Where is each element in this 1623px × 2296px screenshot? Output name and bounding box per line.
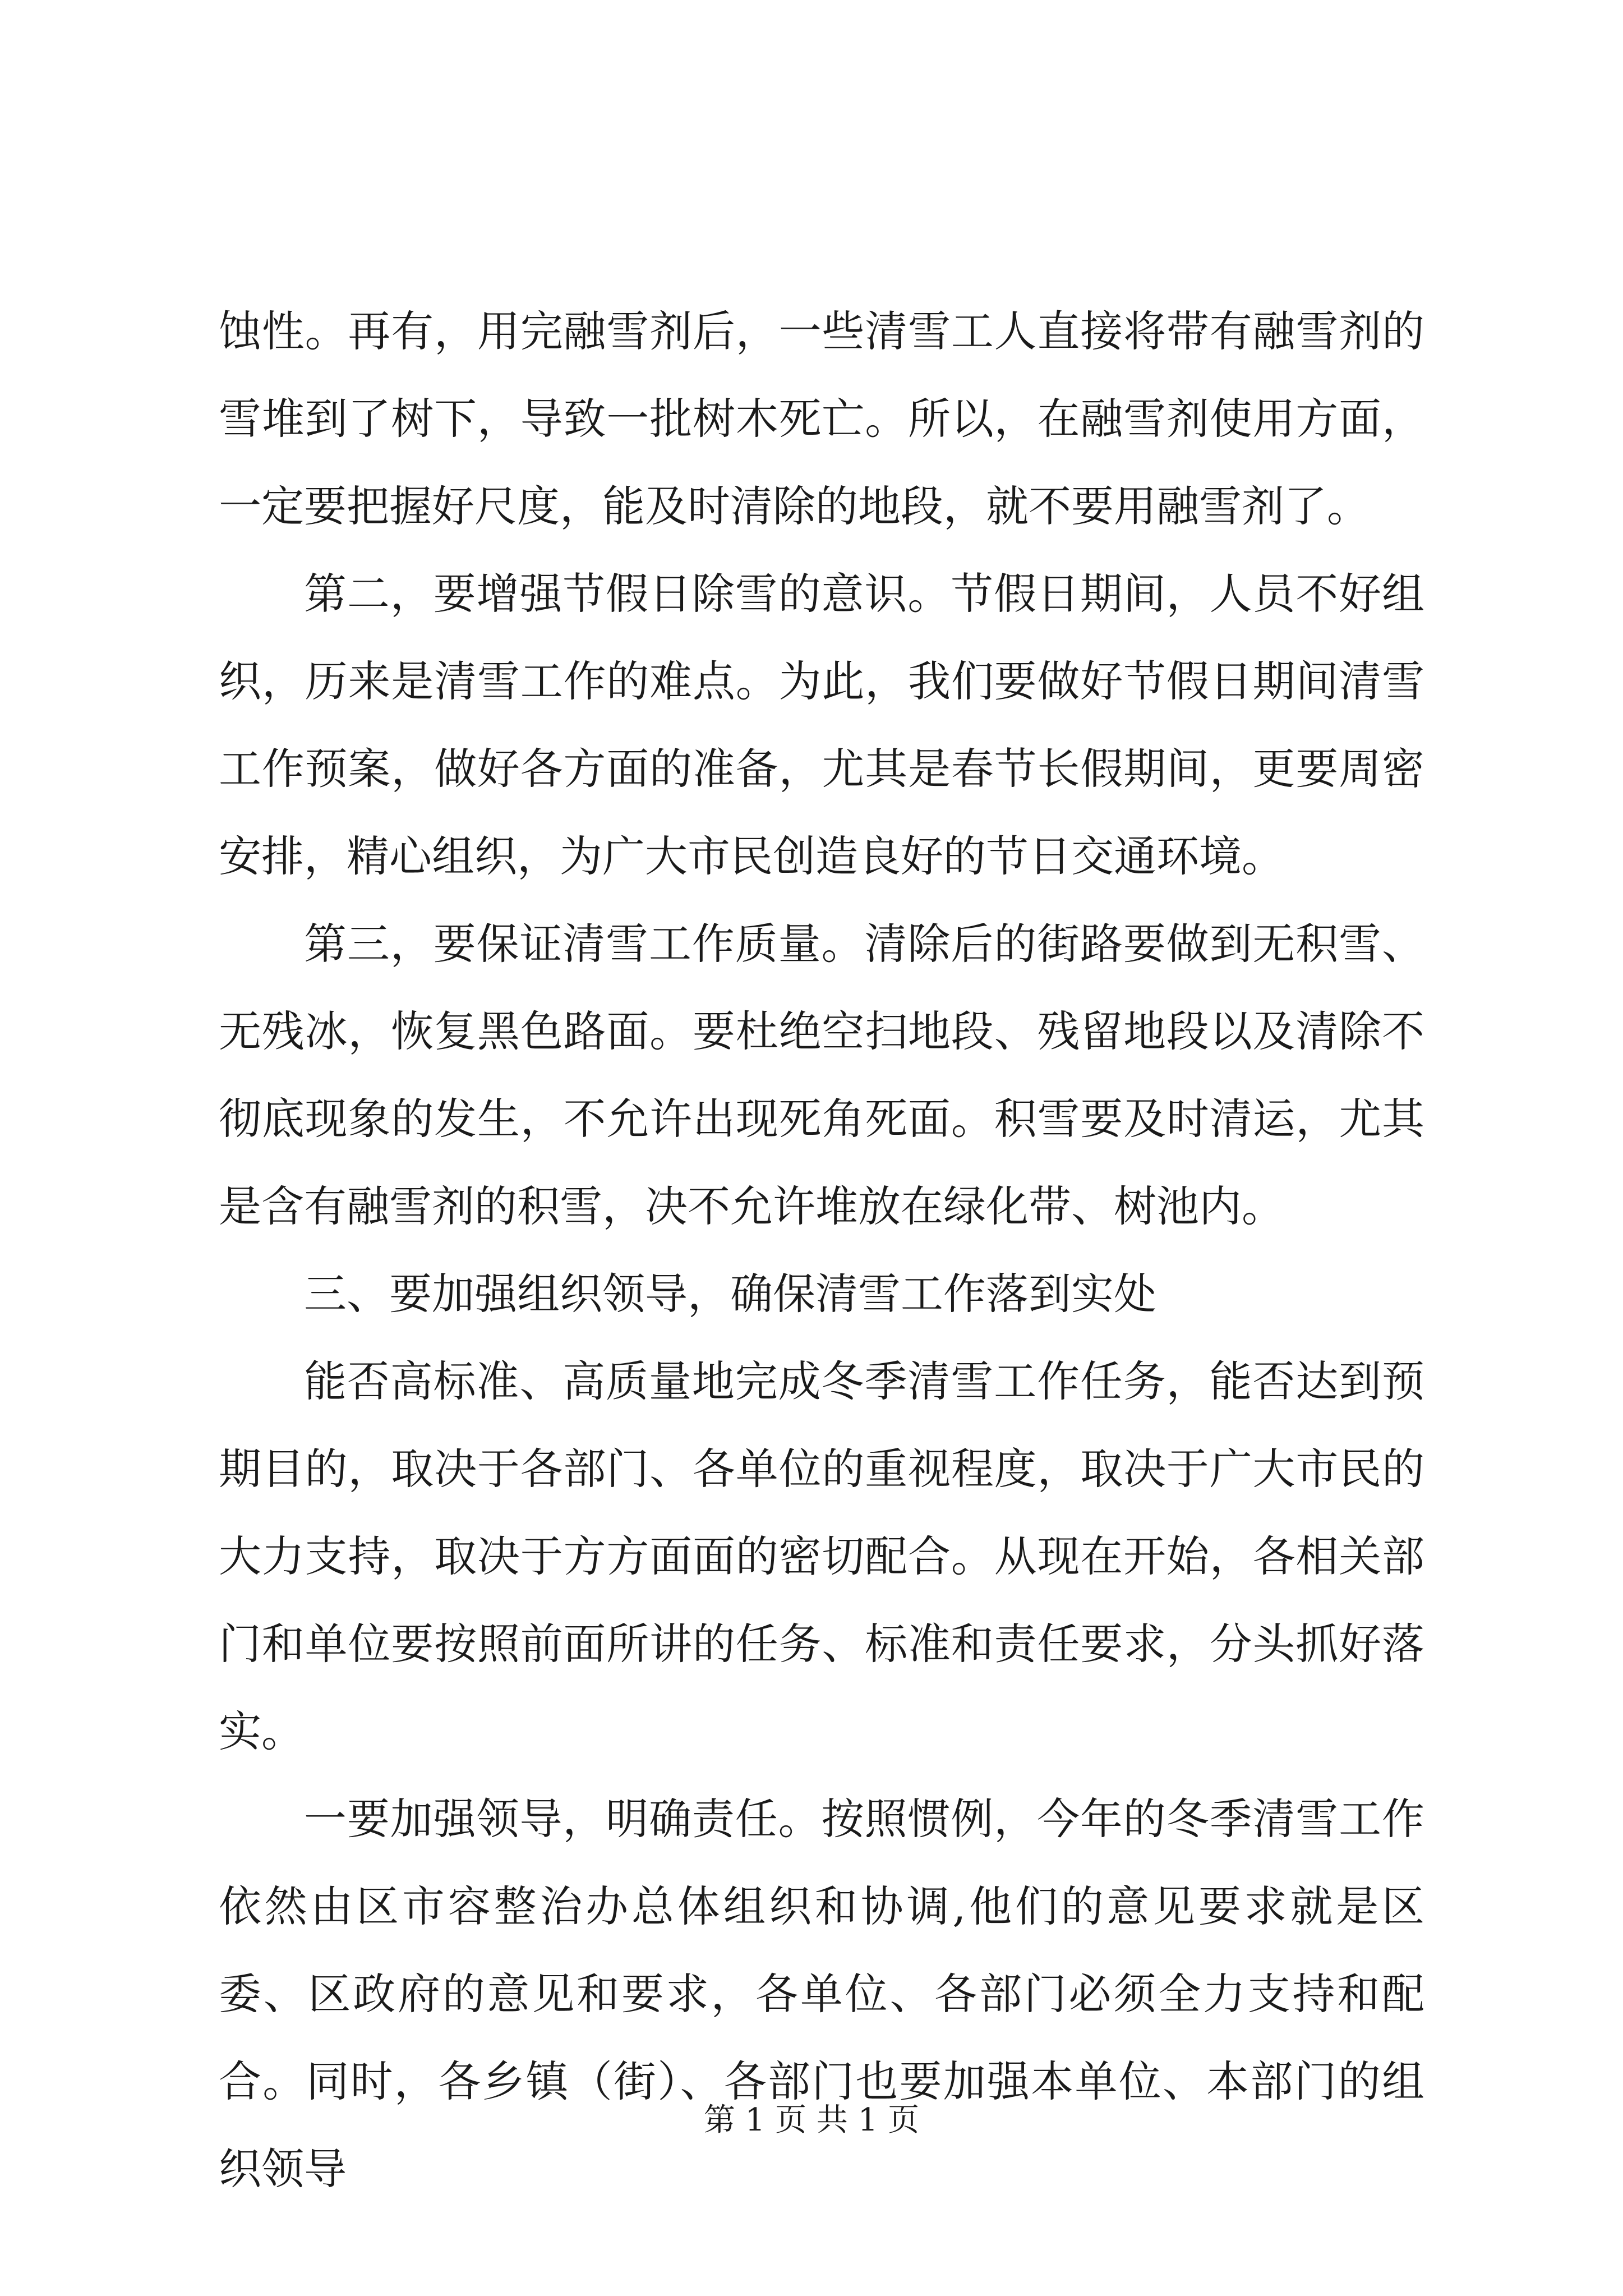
section-heading: 三、要加强组织领导，确保清雪工作落到实处 bbox=[304, 1269, 1156, 1319]
paragraph-1: 蚀性。再有，用完融雪剂后，一些清雪工人直接将带有融雪剂的雪堆到了树下，导致一批树木死亡。所以，在融雪剂使用方面，一定要把握好尺度，能及时清除的地段，就不要用融雪剂了。 bbox=[219, 306, 1424, 531]
paragraph-2: 第二，要增强节假日除雪的意识。节假日期间，人员不好组织，历来是清雪工作的难点。为此，我们要做好节假日期间清雪工作预案，做好各方面的准备，尤其是春节长假期间，更要周密安排，精心组织，为广大市民创造良好的节日交通环境。 bbox=[219, 569, 1424, 881]
document-body bbox=[219, 288, 1424, 2213]
paragraph-5: 一要加强领导，明确责任。按照惯例，今年的冬季清雪工作依然由区市容整治办总体组织和协调,他们的意见要求就是区委、区政府的意见和要求，各单位、各部门必须全力支持和配合。同时，各乡镇（街）、各部门也要加强本单位、本部门的组织领导 bbox=[219, 1794, 1424, 2194]
page-number-footer: 第 1 页 共 1 页 bbox=[703, 2102, 920, 2138]
paragraph-3: 第三，要保证清雪工作质量。清除后的街路要做到无积雪、无残冰，恢复黑色路面。要杜绝空扫地段、残留地段以及清除不彻底现象的发生，不允许出现死角死面。积雪要及时清运，尤其是含有融雪剂的积雪，决不允许堆放在绿化带、树池内。 bbox=[219, 919, 1424, 1231]
paragraph-4: 能否高标准、高质量地完成冬季清雪工作任务，能否达到预期目的，取决于各部门、各单位的重视程度，取决于广大市民的大力支持，取决于方方面面的密切配合。从现在开始，各相关部门和单位要按照前面所讲的任务、标准和责任要求，分头抓好落实。 bbox=[219, 1356, 1424, 1756]
